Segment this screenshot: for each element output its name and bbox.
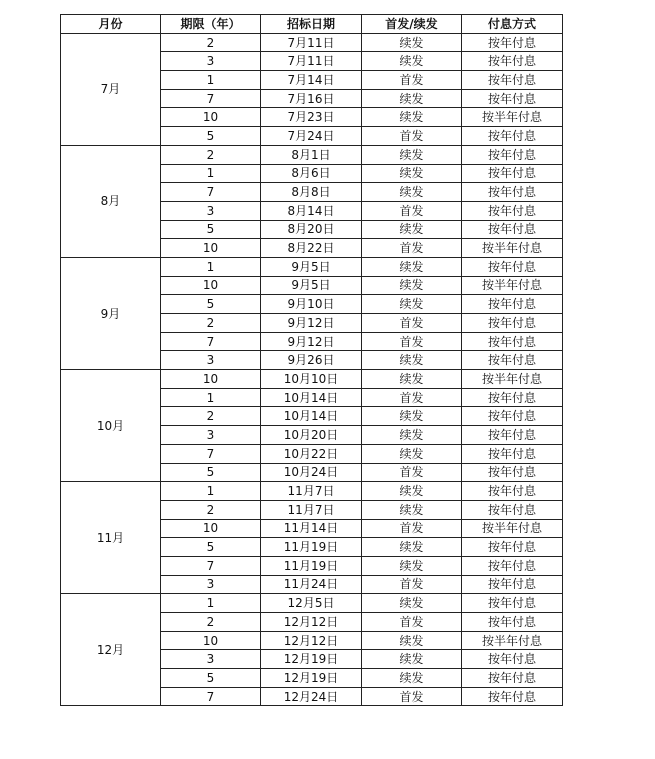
issue-type-cell: 续发 [362,108,462,127]
issue-type-cell: 续发 [362,556,462,575]
table-row [61,257,563,276]
payment-method-cell: 按年付息 [462,220,563,239]
date-cell: 9月26日 [261,351,362,370]
date-cell: 11月24日 [261,575,362,594]
payment-method-cell: 按年付息 [462,164,563,183]
issue-type-cell: 续发 [362,426,462,445]
payment-method-cell: 按半年付息 [462,631,563,650]
issue-type-cell: 续发 [362,407,462,426]
payment-method-cell: 按年付息 [462,444,563,463]
term-cell: 2 [161,314,261,333]
month-cell: 7月 [61,33,161,145]
date-cell: 10月14日 [261,407,362,426]
payment-method-cell: 按年付息 [462,482,563,501]
term-cell: 10 [161,370,261,389]
payment-method-cell: 按半年付息 [462,519,563,538]
table-row [61,33,563,52]
payment-method-cell: 按年付息 [462,407,563,426]
issue-type-cell: 首发 [362,463,462,482]
issue-type-cell: 续发 [362,52,462,71]
issue-type-cell: 续发 [362,183,462,202]
term-cell: 7 [161,444,261,463]
term-cell: 2 [161,33,261,52]
date-cell: 11月19日 [261,556,362,575]
payment-method-cell: 按年付息 [462,388,563,407]
term-cell: 1 [161,482,261,501]
payment-method-cell: 按年付息 [462,687,563,706]
term-cell: 5 [161,669,261,688]
payment-method-cell: 按半年付息 [462,239,563,258]
date-cell: 8月20日 [261,220,362,239]
date-cell: 12月12日 [261,631,362,650]
payment-method-cell: 按年付息 [462,594,563,613]
payment-method-cell: 按年付息 [462,613,563,632]
date-cell: 7月24日 [261,127,362,146]
date-cell: 8月6日 [261,164,362,183]
table-row [61,145,563,164]
date-cell: 9月5日 [261,257,362,276]
term-cell: 2 [161,145,261,164]
payment-method-cell: 按年付息 [462,669,563,688]
term-cell: 1 [161,388,261,407]
date-cell: 9月10日 [261,295,362,314]
date-cell: 7月23日 [261,108,362,127]
term-cell: 7 [161,183,261,202]
date-cell: 12月12日 [261,613,362,632]
term-cell: 7 [161,556,261,575]
payment-method-cell: 按年付息 [462,71,563,90]
issue-type-cell: 续发 [362,444,462,463]
date-cell: 10月24日 [261,463,362,482]
issue-type-cell: 续发 [362,650,462,669]
payment-method-cell: 按半年付息 [462,108,563,127]
payment-method-cell: 按年付息 [462,426,563,445]
payment-method-cell: 按年付息 [462,183,563,202]
month-cell: 9月 [61,257,161,369]
issue-type-cell: 续发 [362,89,462,108]
date-cell: 12月19日 [261,650,362,669]
issue-type-cell: 续发 [362,276,462,295]
table-row [61,482,563,501]
payment-method-cell: 按年付息 [462,351,563,370]
term-cell: 5 [161,220,261,239]
date-cell: 11月14日 [261,519,362,538]
payment-method-cell: 按年付息 [462,650,563,669]
table-row [61,594,563,613]
date-cell: 10月14日 [261,388,362,407]
term-cell: 3 [161,201,261,220]
issue-type-cell: 续发 [362,669,462,688]
issue-type-cell: 续发 [362,631,462,650]
header-term: 期限（年） [161,15,261,34]
payment-method-cell: 按年付息 [462,295,563,314]
term-cell: 5 [161,538,261,557]
issue-type-cell: 续发 [362,145,462,164]
month-cell: 12月 [61,594,161,706]
issue-type-cell: 续发 [362,351,462,370]
bond-issuance-schedule-table [60,14,563,706]
issue-type-cell: 续发 [362,370,462,389]
term-cell: 3 [161,575,261,594]
term-cell: 7 [161,687,261,706]
payment-method-cell: 按年付息 [462,538,563,557]
payment-method-cell: 按年付息 [462,127,563,146]
term-cell: 1 [161,257,261,276]
header-month: 月份 [61,15,161,34]
payment-method-cell: 按年付息 [462,145,563,164]
date-cell: 9月12日 [261,332,362,351]
payment-method-cell: 按年付息 [462,556,563,575]
payment-method-cell: 按年付息 [462,89,563,108]
payment-method-cell: 按半年付息 [462,370,563,389]
issue-type-cell: 首发 [362,687,462,706]
term-cell: 7 [161,89,261,108]
header-row [61,15,563,34]
date-cell: 10月22日 [261,444,362,463]
term-cell: 5 [161,127,261,146]
term-cell: 3 [161,426,261,445]
date-cell: 7月14日 [261,71,362,90]
payment-method-cell: 按年付息 [462,500,563,519]
payment-method-cell: 按年付息 [462,52,563,71]
header-issue-type: 首发/续发 [362,15,462,34]
term-cell: 10 [161,276,261,295]
term-cell: 1 [161,164,261,183]
table-body [61,33,563,706]
term-cell: 2 [161,613,261,632]
term-cell: 7 [161,332,261,351]
date-cell: 7月16日 [261,89,362,108]
payment-method-cell: 按半年付息 [462,276,563,295]
date-cell: 7月11日 [261,33,362,52]
month-cell: 11月 [61,482,161,594]
issue-type-cell: 续发 [362,500,462,519]
payment-method-cell: 按年付息 [462,33,563,52]
payment-method-cell: 按年付息 [462,575,563,594]
date-cell: 9月5日 [261,276,362,295]
date-cell: 8月14日 [261,201,362,220]
table-header [61,15,563,34]
term-cell: 2 [161,500,261,519]
issue-type-cell: 续发 [362,594,462,613]
issue-type-cell: 续发 [362,220,462,239]
date-cell: 11月7日 [261,482,362,501]
term-cell: 3 [161,351,261,370]
header-date: 招标日期 [261,15,362,34]
table-row [61,370,563,389]
issue-type-cell: 首发 [362,332,462,351]
term-cell: 3 [161,650,261,669]
issue-type-cell: 首发 [362,71,462,90]
date-cell: 12月24日 [261,687,362,706]
term-cell: 2 [161,407,261,426]
issue-type-cell: 首发 [362,519,462,538]
issue-type-cell: 首发 [362,201,462,220]
date-cell: 8月1日 [261,145,362,164]
term-cell: 1 [161,71,261,90]
header-payment-method: 付息方式 [462,15,563,34]
date-cell: 8月8日 [261,183,362,202]
date-cell: 10月20日 [261,426,362,445]
term-cell: 10 [161,108,261,127]
term-cell: 5 [161,463,261,482]
date-cell: 12月19日 [261,669,362,688]
payment-method-cell: 按年付息 [462,257,563,276]
payment-method-cell: 按年付息 [462,463,563,482]
issue-type-cell: 首发 [362,388,462,407]
date-cell: 10月10日 [261,370,362,389]
payment-method-cell: 按年付息 [462,314,563,333]
issue-type-cell: 续发 [362,482,462,501]
date-cell: 12月5日 [261,594,362,613]
issue-type-cell: 首发 [362,127,462,146]
term-cell: 1 [161,594,261,613]
issue-type-cell: 首发 [362,613,462,632]
term-cell: 5 [161,295,261,314]
issue-type-cell: 首发 [362,239,462,258]
date-cell: 7月11日 [261,52,362,71]
issue-type-cell: 首发 [362,575,462,594]
issue-type-cell: 首发 [362,314,462,333]
term-cell: 10 [161,631,261,650]
issue-type-cell: 续发 [362,257,462,276]
term-cell: 3 [161,52,261,71]
issue-type-cell: 续发 [362,295,462,314]
term-cell: 10 [161,519,261,538]
date-cell: 11月19日 [261,538,362,557]
issue-type-cell: 续发 [362,164,462,183]
month-cell: 10月 [61,370,161,482]
term-cell: 10 [161,239,261,258]
date-cell: 11月7日 [261,500,362,519]
month-cell: 8月 [61,145,161,257]
issue-type-cell: 续发 [362,538,462,557]
issue-type-cell: 续发 [362,33,462,52]
payment-method-cell: 按年付息 [462,332,563,351]
date-cell: 8月22日 [261,239,362,258]
date-cell: 9月12日 [261,314,362,333]
payment-method-cell: 按年付息 [462,201,563,220]
